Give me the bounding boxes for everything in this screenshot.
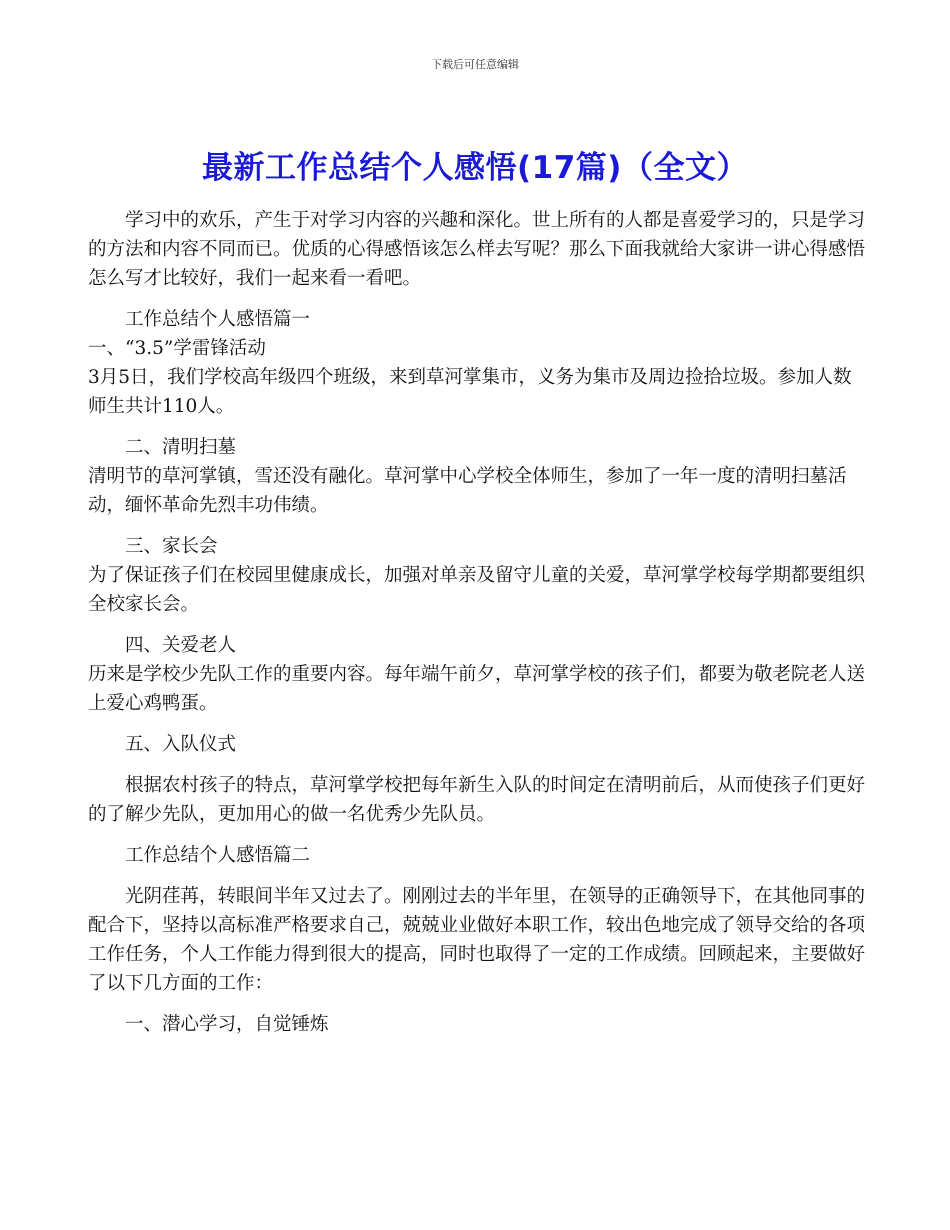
part2-subheading: 一、潜心学习，自觉锤炼	[125, 1014, 329, 1035]
item5-body: 根据农村孩子的特点，草河掌学校把每年新生入队的时间定在清明前后，从而使孩子们更好的了解少先队，更加用心的做一名优秀少先队员。	[88, 775, 866, 825]
part1-heading: 工作总结个人感悟篇一	[125, 309, 311, 330]
item2-body: 清明节的草河掌镇，雪还没有融化。草河掌中心学校全体师生，参加了一年一度的清明扫墓活动，缅怀革命先烈丰功伟绩。	[88, 466, 847, 516]
item3-body: 为了保证孩子们在校园里健康成长，加强对单亲及留守儿童的关爱，草河掌学校每学期都要组织全校家长会。	[88, 565, 866, 615]
page-header-note: 下载后可任意编辑	[431, 58, 519, 71]
item5-heading: 五、入队仪式	[125, 734, 237, 755]
document-body	[88, 206, 868, 1039]
item3-heading: 三、家长会	[125, 536, 218, 557]
item1-heading: 一、“3.5”学雷锋活动	[88, 338, 266, 359]
part2-body: 光阴荏苒，转眼间半年又过去了。刚刚过去的半年里，在领导的正确领导下，在其他同事的配合下，坚持以高标准严格要求自己，兢兢业业做好本职工作，较出色地完成了领导交给的各项工作任务，个人工作能力得到很大的提高，同时也取得了一定的工作成绩。回顾起来，主要做好了以下几方面的工作：	[88, 886, 866, 994]
intro-paragraph: 学习中的欢乐，产生于对学习内容的兴趣和深化。世上所有的人都是喜爱学习的，只是学习的方法和内容不同而已。优质的心得感悟该怎么样去写呢？那么下面我就给大家讲一讲心得感悟怎么写才比较好，我们一起来看一看吧。	[88, 210, 866, 289]
item2-heading: 二、清明扫墓	[125, 437, 237, 458]
item1-body: 3月5日，我们学校高年级四个班级，来到草河掌集市，义务为集市及周边捡拾垃圾。参加人数师生共计110人。	[88, 367, 852, 417]
document-title: 最新工作总结个人感悟(17篇)（全文）	[202, 150, 748, 186]
item4-body: 历来是学校少先队工作的重要内容。每年端午前夕，草河掌学校的孩子们，都要为敬老院老人送上爱心鸡鸭蛋。	[88, 664, 866, 714]
part2-heading: 工作总结个人感悟篇二	[125, 845, 311, 866]
item4-heading: 四、关爱老人	[125, 635, 237, 656]
